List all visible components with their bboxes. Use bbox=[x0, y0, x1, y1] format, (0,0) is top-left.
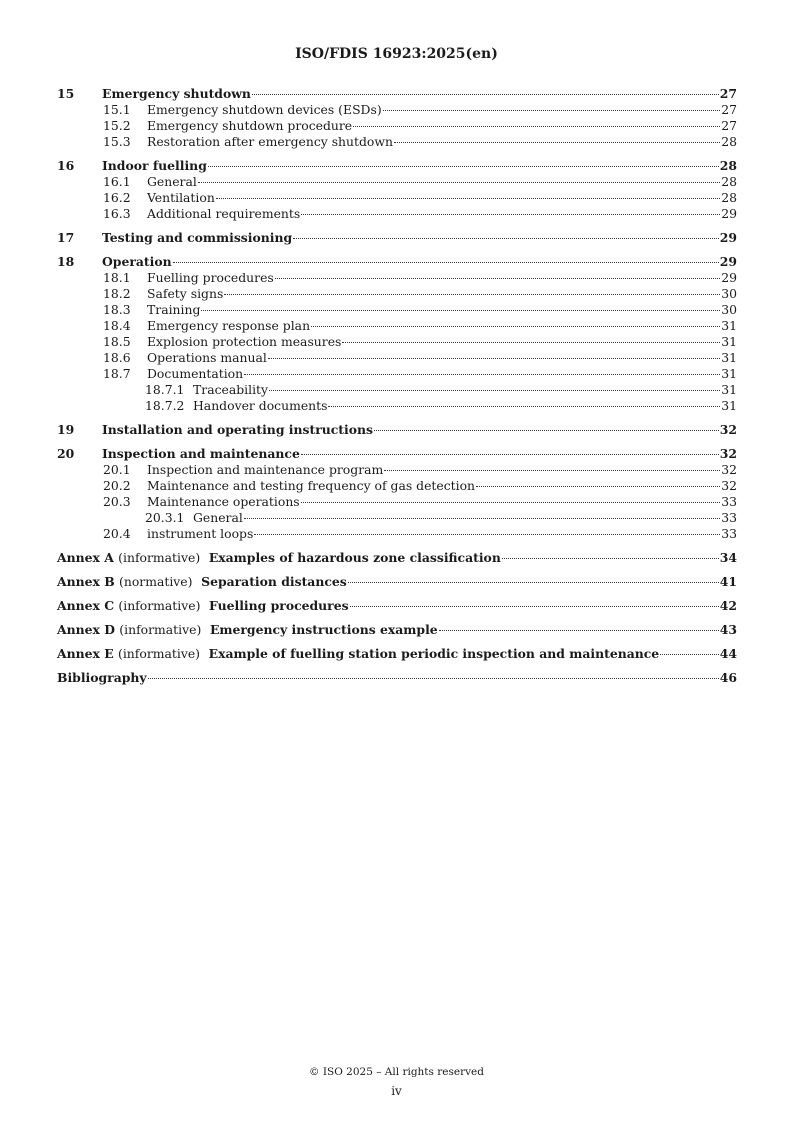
toc-title: Additional requirements bbox=[147, 206, 301, 221]
toc-page: 44 bbox=[719, 646, 737, 661]
toc-number: 18.6 bbox=[103, 350, 131, 365]
toc-entry-20[interactable] bbox=[57, 446, 737, 462]
annex-label: Annex C bbox=[57, 598, 115, 613]
toc-title: General bbox=[193, 510, 243, 525]
toc-page: 32 bbox=[721, 462, 737, 477]
toc-number: 15.3 bbox=[103, 134, 131, 149]
toc-leader bbox=[275, 278, 720, 279]
toc-number: 20.3 bbox=[103, 494, 131, 509]
toc-title bbox=[57, 598, 349, 614]
toc-leader bbox=[383, 110, 721, 111]
toc-title bbox=[57, 550, 501, 566]
toc-leader bbox=[342, 342, 720, 343]
toc-leader bbox=[384, 470, 720, 471]
toc-title: Installation and operating instructions bbox=[102, 422, 373, 437]
toc-leader bbox=[198, 182, 720, 183]
annex-type: (informative) bbox=[119, 622, 202, 637]
toc-number: 16 bbox=[57, 158, 75, 173]
toc-title: Emergency shutdown devices (ESDs) bbox=[147, 102, 382, 117]
toc-entry-19[interactable] bbox=[57, 422, 737, 438]
toc-number: 20.3.1 bbox=[145, 510, 185, 525]
toc-entry-annex-b[interactable] bbox=[57, 574, 737, 590]
toc-leader bbox=[293, 238, 719, 239]
toc-title: Restoration after emergency shutdown bbox=[147, 134, 393, 149]
toc-number: 18.4 bbox=[103, 318, 131, 333]
toc-page: 29 bbox=[719, 230, 737, 245]
toc-entry-16-1[interactable] bbox=[57, 174, 737, 190]
toc-page: 31 bbox=[721, 350, 737, 365]
toc-page: 27 bbox=[719, 86, 737, 101]
toc-number: 18 bbox=[57, 254, 75, 269]
toc-leader bbox=[476, 486, 720, 487]
toc-entry-18-7-2[interactable] bbox=[57, 398, 737, 414]
toc-entry-18-6[interactable] bbox=[57, 350, 737, 366]
toc-page: 31 bbox=[721, 366, 737, 381]
toc-number: 18.3 bbox=[103, 302, 131, 317]
toc-number: 16.2 bbox=[103, 190, 131, 205]
toc-page: 28 bbox=[721, 134, 737, 149]
toc-page: 31 bbox=[721, 318, 737, 333]
toc-entry-16[interactable] bbox=[57, 158, 737, 174]
toc-entry-20-2[interactable] bbox=[57, 478, 737, 494]
toc-leader bbox=[301, 502, 721, 503]
annex-title: Emergency instructions example bbox=[209, 622, 438, 637]
toc-number: 20.2 bbox=[103, 478, 131, 493]
toc-title: Emergency shutdown procedure bbox=[147, 118, 353, 133]
annex-label: Annex E bbox=[57, 646, 114, 661]
toc-leader bbox=[173, 262, 719, 263]
toc-entry-18-3[interactable] bbox=[57, 302, 737, 318]
toc-title: Handover documents bbox=[193, 398, 328, 413]
toc-title bbox=[57, 622, 438, 638]
toc-number: 18.1 bbox=[103, 270, 131, 285]
toc-title: General bbox=[147, 174, 197, 189]
annex-type: (informative) bbox=[118, 646, 200, 661]
toc-title: Ventilation bbox=[147, 190, 215, 205]
toc-page: 28 bbox=[721, 190, 737, 205]
toc-title: Emergency shutdown bbox=[102, 86, 251, 101]
toc-leader bbox=[353, 126, 720, 127]
toc-entry-20-3[interactable] bbox=[57, 494, 737, 510]
toc-entry-annex-e[interactable] bbox=[57, 646, 737, 662]
toc-entry-15-3[interactable] bbox=[57, 134, 737, 150]
toc-title: instrument loops bbox=[147, 526, 254, 541]
toc-page: 33 bbox=[721, 494, 737, 509]
toc-leader bbox=[660, 654, 719, 655]
toc-title: Emergency response plan bbox=[147, 318, 311, 333]
toc-title: Safety signs bbox=[147, 286, 224, 301]
toc-page: 29 bbox=[721, 270, 737, 285]
toc-leader bbox=[301, 454, 719, 455]
toc-leader bbox=[311, 326, 720, 327]
document-header: ISO/FDIS 16923:2025(en) bbox=[295, 46, 498, 62]
annex-title: Fuelling procedures bbox=[209, 598, 349, 613]
annex-type: (informative) bbox=[118, 598, 201, 613]
annex-label: Annex A bbox=[57, 550, 114, 565]
toc-page: 32 bbox=[719, 422, 737, 437]
toc-title: Traceability bbox=[193, 382, 269, 397]
toc-leader bbox=[301, 214, 720, 215]
toc-entry-annex-c[interactable] bbox=[57, 598, 737, 614]
toc-title: Operation bbox=[102, 254, 172, 269]
toc-title: Documentation bbox=[147, 366, 244, 381]
toc-title: Testing and commissioning bbox=[102, 230, 293, 245]
toc-leader bbox=[244, 374, 720, 375]
toc-entry-15[interactable] bbox=[57, 86, 737, 102]
toc-page: 29 bbox=[721, 206, 737, 221]
toc-leader bbox=[148, 678, 719, 679]
toc-page: 42 bbox=[719, 598, 737, 613]
toc-entry-bibliography[interactable] bbox=[57, 670, 737, 686]
toc-leader bbox=[244, 518, 720, 519]
toc-number: 16.1 bbox=[103, 174, 131, 189]
toc-entry-18[interactable] bbox=[57, 254, 737, 270]
toc-number: 18.2 bbox=[103, 286, 131, 301]
toc-number: 15.1 bbox=[103, 102, 131, 117]
toc-title: Operations manual bbox=[147, 350, 267, 365]
toc-leader bbox=[252, 94, 719, 95]
toc-leader bbox=[254, 534, 720, 535]
toc-title bbox=[57, 646, 659, 662]
toc-leader bbox=[216, 198, 720, 199]
toc-entry-15-2[interactable] bbox=[57, 118, 737, 134]
toc-number: 18.5 bbox=[103, 334, 131, 349]
toc-entry-18-5[interactable] bbox=[57, 334, 737, 350]
toc-leader bbox=[374, 430, 719, 431]
toc-leader bbox=[201, 310, 720, 311]
annex-title: Examples of hazardous zone classification bbox=[208, 550, 501, 565]
annex-type: (normative) bbox=[119, 574, 193, 589]
toc-leader bbox=[502, 558, 719, 559]
toc-entry-18-1[interactable] bbox=[57, 270, 737, 286]
toc-number: 20.1 bbox=[103, 462, 131, 477]
toc-title: Training bbox=[147, 302, 201, 317]
toc-entry-20-1[interactable] bbox=[57, 462, 737, 478]
toc-title: Bibliography bbox=[57, 670, 147, 685]
toc-page: 31 bbox=[721, 382, 737, 397]
toc-entry-18-7[interactable] bbox=[57, 366, 737, 382]
toc-number: 20.4 bbox=[103, 526, 131, 541]
annex-title: Example of fuelling station periodic inspection and maintenance bbox=[208, 646, 660, 661]
toc-leader bbox=[224, 294, 720, 295]
annex-title: Separation distances bbox=[201, 574, 347, 589]
toc-leader bbox=[208, 166, 719, 167]
annex-label: Annex D bbox=[57, 622, 115, 637]
toc-entry-17[interactable] bbox=[57, 230, 737, 246]
toc-number: 16.3 bbox=[103, 206, 131, 221]
toc-leader bbox=[268, 358, 720, 359]
annex-label: Annex B bbox=[57, 574, 115, 589]
toc-number: 18.7.1 bbox=[145, 382, 185, 397]
annex-type: (informative) bbox=[118, 550, 201, 565]
toc-page: 33 bbox=[721, 526, 737, 541]
table-of-contents bbox=[57, 86, 737, 686]
toc-entry-15-1[interactable] bbox=[57, 102, 737, 118]
toc-number: 15.2 bbox=[103, 118, 131, 133]
toc-leader bbox=[350, 606, 719, 607]
toc-entry-18-2[interactable] bbox=[57, 286, 737, 302]
toc-number: 20 bbox=[57, 446, 75, 461]
toc-number: 17 bbox=[57, 230, 75, 245]
toc-number: 18.7.2 bbox=[145, 398, 185, 413]
toc-title bbox=[57, 574, 347, 590]
toc-title: Fuelling procedures bbox=[147, 270, 274, 285]
toc-page: 33 bbox=[721, 510, 737, 525]
toc-title: Maintenance and testing frequency of gas detection bbox=[147, 478, 476, 493]
toc-page: 30 bbox=[721, 286, 737, 301]
toc-page: 27 bbox=[721, 102, 737, 117]
toc-number: 19 bbox=[57, 422, 75, 437]
toc-leader bbox=[394, 142, 720, 143]
toc-page: 29 bbox=[719, 254, 737, 269]
toc-entry-16-2[interactable] bbox=[57, 190, 737, 206]
page-number: iv bbox=[391, 1084, 402, 1098]
toc-page: 28 bbox=[721, 174, 737, 189]
toc-page: 30 bbox=[721, 302, 737, 317]
toc-entry-20-3-1[interactable] bbox=[57, 510, 737, 526]
toc-leader bbox=[269, 390, 720, 391]
toc-title: Indoor fuelling bbox=[102, 158, 207, 173]
toc-title: Inspection and maintenance program bbox=[147, 462, 384, 477]
toc-page: 34 bbox=[719, 550, 737, 565]
toc-entry-18-4[interactable] bbox=[57, 318, 737, 334]
toc-page: 41 bbox=[719, 574, 737, 589]
toc-page: 43 bbox=[719, 622, 737, 637]
toc-page: 27 bbox=[721, 118, 737, 133]
toc-leader bbox=[328, 406, 720, 407]
copyright-notice: © ISO 2025 – All rights reserved bbox=[309, 1066, 484, 1078]
toc-entry-20-4[interactable] bbox=[57, 526, 737, 542]
toc-entry-annex-a[interactable] bbox=[57, 550, 737, 566]
toc-entry-16-3[interactable] bbox=[57, 206, 737, 222]
toc-number: 18.7 bbox=[103, 366, 131, 381]
toc-page: 46 bbox=[719, 670, 737, 685]
toc-title: Inspection and maintenance bbox=[102, 446, 300, 461]
toc-page: 32 bbox=[721, 478, 737, 493]
toc-entry-18-7-1[interactable] bbox=[57, 382, 737, 398]
toc-page: 28 bbox=[719, 158, 737, 173]
toc-page: 32 bbox=[719, 446, 737, 461]
toc-leader bbox=[439, 630, 719, 631]
toc-page: 31 bbox=[721, 334, 737, 349]
toc-entry-annex-d[interactable] bbox=[57, 622, 737, 638]
toc-leader bbox=[348, 582, 719, 583]
toc-number: 15 bbox=[57, 86, 75, 101]
toc-title: Explosion protection measures bbox=[147, 334, 342, 349]
toc-title: Maintenance operations bbox=[147, 494, 300, 509]
toc-page: 31 bbox=[721, 398, 737, 413]
